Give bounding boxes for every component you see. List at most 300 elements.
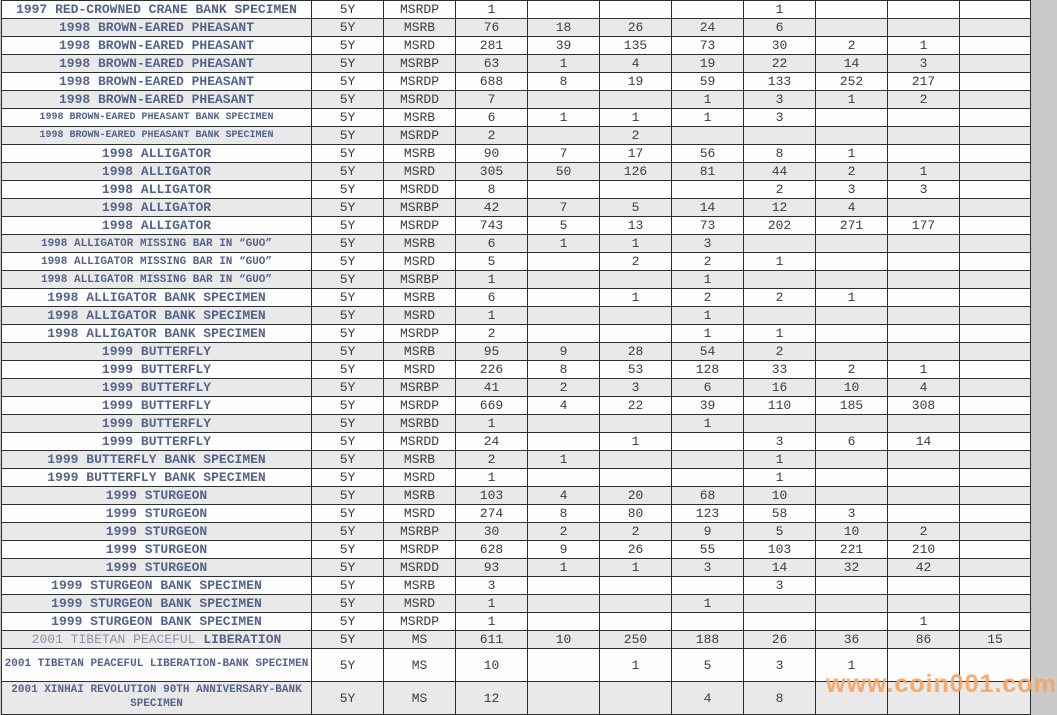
value-cell: 1 [816, 289, 888, 307]
value-cell: 9 [672, 523, 744, 541]
value-cell [960, 55, 1031, 73]
item-name-cell: 1999 BUTTERFLY BANK SPECIMEN [2, 469, 312, 487]
item-name-cell: 1999 STURGEON [2, 523, 312, 541]
value-cell [528, 649, 600, 682]
value-cell: 10 [744, 487, 816, 505]
value-cell [816, 19, 888, 37]
value-cell: 8 [528, 361, 600, 379]
term-cell: 5Y [312, 127, 384, 145]
term-cell: 5Y [312, 37, 384, 55]
value-cell [672, 181, 744, 199]
count-cell: 2 [456, 127, 528, 145]
value-cell [960, 613, 1031, 631]
item-name-cell: 1998 BROWN-EARED PHEASANT BANK SPECIMEN [2, 127, 312, 145]
item-name-cell: 1998 ALLIGATOR [2, 199, 312, 217]
value-cell: 14 [744, 559, 816, 577]
value-cell: 6 [672, 379, 744, 397]
value-cell: 1 [744, 253, 816, 271]
value-cell [816, 577, 888, 595]
term-cell: 5Y [312, 541, 384, 559]
count-cell: 1 [456, 613, 528, 631]
value-cell: 32 [816, 559, 888, 577]
count-cell: 90 [456, 145, 528, 163]
count-cell: 2 [456, 451, 528, 469]
value-cell [816, 109, 888, 127]
value-cell [888, 253, 960, 271]
grade-cell: MS [384, 649, 456, 682]
count-cell: 8 [456, 181, 528, 199]
value-cell [960, 217, 1031, 235]
grade-cell: MSRB [384, 235, 456, 253]
value-cell: 221 [816, 541, 888, 559]
value-cell: 13 [600, 217, 672, 235]
value-cell [600, 91, 672, 109]
value-cell [888, 127, 960, 145]
value-cell: 44 [744, 163, 816, 181]
table-row [2, 379, 1031, 397]
value-cell [816, 1, 888, 19]
value-cell [960, 91, 1031, 109]
value-cell: 3 [600, 379, 672, 397]
term-cell: 5Y [312, 199, 384, 217]
value-cell: 1 [888, 163, 960, 181]
value-cell [888, 19, 960, 37]
value-cell: 8 [744, 145, 816, 163]
count-cell: 41 [456, 379, 528, 397]
value-cell [672, 433, 744, 451]
value-cell: 3 [744, 91, 816, 109]
value-cell [528, 325, 600, 343]
term-cell: 5Y [312, 145, 384, 163]
value-cell: 250 [600, 631, 672, 649]
value-cell [960, 199, 1031, 217]
table-row [2, 199, 1031, 217]
value-cell [600, 469, 672, 487]
value-cell: 271 [816, 217, 888, 235]
value-cell [960, 163, 1031, 181]
table-row [2, 343, 1031, 361]
grade-cell: MSRDD [384, 91, 456, 109]
grade-cell: MSRB [384, 145, 456, 163]
value-cell: 22 [744, 55, 816, 73]
value-cell [600, 577, 672, 595]
value-cell: 36 [816, 631, 888, 649]
value-cell [744, 235, 816, 253]
item-name-cell: 2001 XINHAI REVOLUTION 90TH ANNIVERSARY-BANK SPECIMEN [2, 682, 312, 715]
item-name-cell: 1998 ALLIGATOR MISSING BAR IN “GUO” [2, 235, 312, 253]
table-row [2, 613, 1031, 631]
value-cell: 73 [672, 37, 744, 55]
count-cell: 281 [456, 37, 528, 55]
value-cell: 1 [744, 469, 816, 487]
grade-cell: MSRDP [384, 1, 456, 19]
value-cell: 54 [672, 343, 744, 361]
table-row [2, 37, 1031, 55]
value-cell [888, 505, 960, 523]
value-cell: 14 [672, 199, 744, 217]
value-cell: 128 [672, 361, 744, 379]
item-name-part: LIBERATION [203, 632, 282, 647]
value-cell [528, 613, 600, 631]
value-cell [816, 415, 888, 433]
value-cell: 3 [816, 505, 888, 523]
value-cell: 185 [816, 397, 888, 415]
value-cell: 3 [672, 559, 744, 577]
term-cell: 5Y [312, 559, 384, 577]
value-cell [816, 613, 888, 631]
value-cell: 1 [600, 235, 672, 253]
count-cell: 103 [456, 487, 528, 505]
value-cell: 5 [528, 217, 600, 235]
value-cell: 1 [888, 613, 960, 631]
table-row [2, 541, 1031, 559]
value-cell [960, 253, 1031, 271]
value-cell: 2 [744, 181, 816, 199]
value-cell [888, 325, 960, 343]
term-cell: 5Y [312, 613, 384, 631]
table-row [2, 649, 1031, 682]
item-name-cell: 1998 ALLIGATOR [2, 163, 312, 181]
count-cell: 5 [456, 253, 528, 271]
term-cell: 5Y [312, 649, 384, 682]
value-cell: 4 [600, 55, 672, 73]
value-cell [528, 595, 600, 613]
value-cell: 5 [744, 523, 816, 541]
value-cell: 1 [672, 325, 744, 343]
value-cell: 81 [672, 163, 744, 181]
count-cell: 611 [456, 631, 528, 649]
value-cell: 56 [672, 145, 744, 163]
value-cell [960, 541, 1031, 559]
term-cell: 5Y [312, 595, 384, 613]
item-name-cell: 1999 BUTTERFLY [2, 433, 312, 451]
value-cell [528, 577, 600, 595]
value-cell: 8 [744, 682, 816, 715]
value-cell: 188 [672, 631, 744, 649]
value-cell: 2 [888, 523, 960, 541]
value-cell [816, 595, 888, 613]
value-cell: 2 [528, 379, 600, 397]
value-cell: 177 [888, 217, 960, 235]
count-cell: 628 [456, 541, 528, 559]
value-cell [600, 271, 672, 289]
value-cell: 50 [528, 163, 600, 181]
table-row [2, 595, 1031, 613]
value-cell [528, 127, 600, 145]
term-cell: 5Y [312, 451, 384, 469]
grade-cell: MSRB [384, 451, 456, 469]
grade-cell: MS [384, 631, 456, 649]
item-name-cell: 1999 STURGEON [2, 487, 312, 505]
value-cell [888, 199, 960, 217]
item-name-cell: 1999 STURGEON [2, 559, 312, 577]
value-cell: 2 [528, 523, 600, 541]
value-cell [960, 1, 1031, 19]
value-cell: 59 [672, 73, 744, 91]
term-cell: 5Y [312, 523, 384, 541]
value-cell [960, 361, 1031, 379]
value-cell [960, 307, 1031, 325]
table-row [2, 253, 1031, 271]
term-cell: 5Y [312, 235, 384, 253]
value-cell [960, 181, 1031, 199]
value-cell: 28 [600, 343, 672, 361]
item-name-cell: 1998 BROWN-EARED PHEASANT [2, 73, 312, 91]
value-cell: 1 [816, 649, 888, 682]
term-cell: 5Y [312, 217, 384, 235]
count-cell: 1 [456, 271, 528, 289]
table-row [2, 181, 1031, 199]
count-cell: 274 [456, 505, 528, 523]
value-cell: 3 [888, 181, 960, 199]
item-name-cell: 1999 BUTTERFLY BANK SPECIMEN [2, 451, 312, 469]
value-cell [528, 271, 600, 289]
item-name-part: 2001 TIBETAN PEACEFUL [31, 632, 204, 647]
table-row [2, 433, 1031, 451]
value-cell [816, 235, 888, 253]
table-row [2, 505, 1031, 523]
grade-cell: MSRD [384, 163, 456, 181]
value-cell [528, 415, 600, 433]
term-cell: 5Y [312, 487, 384, 505]
count-cell: 688 [456, 73, 528, 91]
value-cell: 1 [528, 235, 600, 253]
value-cell [960, 145, 1031, 163]
value-cell [960, 19, 1031, 37]
value-cell: 30 [744, 37, 816, 55]
term-cell: 5Y [312, 181, 384, 199]
count-cell: 12 [456, 682, 528, 715]
value-cell: 1 [672, 595, 744, 613]
term-cell: 5Y [312, 307, 384, 325]
item-name-cell: 1998 ALLIGATOR BANK SPECIMEN [2, 289, 312, 307]
value-cell [672, 1, 744, 19]
value-cell [816, 127, 888, 145]
value-cell: 2 [816, 361, 888, 379]
value-cell [888, 235, 960, 253]
value-cell [960, 397, 1031, 415]
grade-cell: MSRBP [384, 271, 456, 289]
table-row [2, 631, 1031, 649]
value-cell: 7 [528, 199, 600, 217]
value-cell: 1 [744, 325, 816, 343]
grade-cell: MSRBP [384, 379, 456, 397]
grade-cell: MSRBP [384, 55, 456, 73]
value-cell: 123 [672, 505, 744, 523]
value-cell [888, 595, 960, 613]
table-row [2, 19, 1031, 37]
grade-cell: MSRB [384, 343, 456, 361]
value-cell [816, 307, 888, 325]
table-row [2, 307, 1031, 325]
value-cell: 42 [888, 559, 960, 577]
term-cell: 5Y [312, 505, 384, 523]
table-row [2, 397, 1031, 415]
value-cell [960, 559, 1031, 577]
grade-cell: MSRD [384, 505, 456, 523]
value-cell [744, 595, 816, 613]
coin001-watermark: www.coin001.com [826, 670, 1057, 698]
population-report-table [1, 0, 1031, 715]
value-cell: 19 [672, 55, 744, 73]
grade-cell: MSRB [384, 487, 456, 505]
grade-cell: MSRDP [384, 73, 456, 91]
value-cell [816, 451, 888, 469]
value-cell [960, 433, 1031, 451]
term-cell: 5Y [312, 682, 384, 715]
value-cell [600, 325, 672, 343]
value-cell: 18 [528, 19, 600, 37]
value-cell: 1 [672, 307, 744, 325]
value-cell [960, 682, 1031, 715]
value-cell: 26 [600, 19, 672, 37]
item-name-cell: 1999 STURGEON BANK SPECIMEN [2, 613, 312, 631]
value-cell: 10 [528, 631, 600, 649]
item-name-cell: 1998 BROWN-EARED PHEASANT [2, 55, 312, 73]
table-row [2, 127, 1031, 145]
value-cell [960, 595, 1031, 613]
value-cell: 5 [600, 199, 672, 217]
term-cell: 5Y [312, 55, 384, 73]
value-cell: 68 [672, 487, 744, 505]
item-name-cell: 1998 ALLIGATOR BANK SPECIMEN [2, 307, 312, 325]
item-name-cell: 1998 ALLIGATOR MISSING BAR IN “GUO” [2, 271, 312, 289]
item-name-cell: 1998 ALLIGATOR [2, 217, 312, 235]
value-cell [960, 505, 1031, 523]
value-cell: 22 [600, 397, 672, 415]
value-cell: 1 [672, 415, 744, 433]
table-row [2, 325, 1031, 343]
value-cell [960, 415, 1031, 433]
grade-cell: MSRB [384, 19, 456, 37]
value-cell: 10 [816, 379, 888, 397]
count-cell: 1 [456, 1, 528, 19]
item-name-cell [2, 631, 312, 649]
value-cell [528, 1, 600, 19]
grade-cell: MSRDD [384, 559, 456, 577]
value-cell: 1 [816, 145, 888, 163]
item-name-cell: 1999 BUTTERFLY [2, 397, 312, 415]
value-cell [960, 451, 1031, 469]
value-cell: 8 [528, 505, 600, 523]
value-cell: 1 [888, 361, 960, 379]
value-cell [672, 127, 744, 145]
value-cell: 7 [528, 145, 600, 163]
count-cell: 7 [456, 91, 528, 109]
value-cell [528, 289, 600, 307]
value-cell [744, 271, 816, 289]
item-name-cell: 1998 ALLIGATOR MISSING BAR IN “GUO” [2, 253, 312, 271]
value-cell [816, 253, 888, 271]
value-cell [888, 109, 960, 127]
term-cell: 5Y [312, 325, 384, 343]
value-cell: 9 [528, 541, 600, 559]
table-row [2, 559, 1031, 577]
grade-cell: MSRD [384, 307, 456, 325]
value-cell [888, 415, 960, 433]
grade-cell: MSRD [384, 595, 456, 613]
value-cell: 110 [744, 397, 816, 415]
grade-cell: MSRDP [384, 127, 456, 145]
value-cell [816, 469, 888, 487]
value-cell: 133 [744, 73, 816, 91]
value-cell [960, 289, 1031, 307]
value-cell: 5 [672, 649, 744, 682]
value-cell [816, 343, 888, 361]
value-cell: 86 [888, 631, 960, 649]
value-cell: 3 [744, 433, 816, 451]
table-row [2, 415, 1031, 433]
item-name-cell: 1999 BUTTERFLY [2, 361, 312, 379]
count-cell: 669 [456, 397, 528, 415]
value-cell: 4 [528, 397, 600, 415]
value-cell: 9 [528, 343, 600, 361]
table-row [2, 73, 1031, 91]
value-cell: 10 [816, 523, 888, 541]
term-cell: 5Y [312, 163, 384, 181]
value-cell [744, 127, 816, 145]
table-row [2, 163, 1031, 181]
value-cell [888, 649, 960, 682]
table-row [2, 55, 1031, 73]
value-cell [744, 307, 816, 325]
grade-cell: MSRBD [384, 415, 456, 433]
value-cell: 1 [528, 55, 600, 73]
value-cell: 20 [600, 487, 672, 505]
table-row [2, 145, 1031, 163]
count-cell: 305 [456, 163, 528, 181]
value-cell: 2 [816, 37, 888, 55]
value-cell: 2 [816, 163, 888, 181]
count-cell: 2 [456, 325, 528, 343]
term-cell: 5Y [312, 109, 384, 127]
value-cell: 2 [600, 523, 672, 541]
value-cell: 1 [744, 1, 816, 19]
item-name-cell: 2001 TIBETAN PEACEFUL LIBERATION-BANK SPECIMEN [2, 649, 312, 682]
table-row [2, 361, 1031, 379]
count-cell: 6 [456, 235, 528, 253]
value-cell: 126 [600, 163, 672, 181]
term-cell: 5Y [312, 73, 384, 91]
value-cell: 26 [600, 541, 672, 559]
item-name-cell: 1999 STURGEON [2, 541, 312, 559]
value-cell: 39 [672, 397, 744, 415]
value-cell: 3 [744, 577, 816, 595]
value-cell [600, 415, 672, 433]
value-cell [816, 271, 888, 289]
value-cell: 3 [888, 55, 960, 73]
term-cell: 5Y [312, 253, 384, 271]
count-cell: 76 [456, 19, 528, 37]
term-cell: 5Y [312, 289, 384, 307]
table-body [2, 1, 1031, 715]
grade-cell: MSRDD [384, 433, 456, 451]
value-cell: 39 [528, 37, 600, 55]
value-cell: 2 [744, 289, 816, 307]
table-row [2, 271, 1031, 289]
count-cell: 1 [456, 469, 528, 487]
value-cell: 17 [600, 145, 672, 163]
value-cell: 210 [888, 541, 960, 559]
value-cell: 14 [888, 433, 960, 451]
item-name-cell: 1998 BROWN-EARED PHEASANT BANK SPECIMEN [2, 109, 312, 127]
value-cell: 2 [744, 343, 816, 361]
value-cell: 1 [672, 109, 744, 127]
term-cell: 5Y [312, 397, 384, 415]
value-cell [888, 307, 960, 325]
value-cell [960, 577, 1031, 595]
value-cell: 2 [672, 253, 744, 271]
